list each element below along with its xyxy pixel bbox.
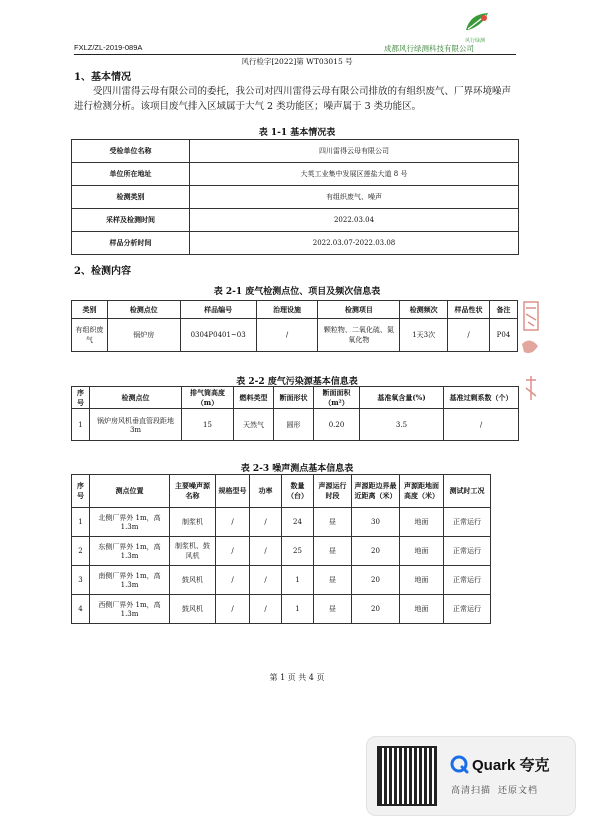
pollution-source-table xyxy=(71,386,519,441)
table-cell: / xyxy=(250,537,282,566)
table-cell: 正常运行 xyxy=(444,566,491,595)
table-cell: 30 xyxy=(352,508,400,537)
header-cell: 测试时工况 xyxy=(444,475,491,508)
table-cell: 3 xyxy=(72,566,90,595)
waste-gas-point-table xyxy=(71,300,518,352)
section2-heading: 2、检测内容 xyxy=(74,266,131,277)
header-cell: 功率 xyxy=(250,475,282,508)
header-cell: 测点位置 xyxy=(90,475,170,508)
table-cell: 1 xyxy=(282,566,314,595)
table-2-2-title: 表 2-2 废气污染源基本信息表 xyxy=(236,377,358,387)
noise-point-table xyxy=(71,474,491,624)
doc-code: FXLZ/ZL-2019-089A xyxy=(74,43,143,52)
seam-seal xyxy=(514,300,544,408)
table-cell: / xyxy=(250,566,282,595)
header-cell: 燃料类型 xyxy=(234,387,274,409)
table-cell: 正常运行 xyxy=(444,508,491,537)
header-cell: 检测点位 xyxy=(107,301,180,319)
table-cell: 3.5 xyxy=(360,409,444,441)
table-cell: / xyxy=(250,508,282,537)
table-cell: 1 xyxy=(282,595,314,624)
label-cell: 采样及检测时间 xyxy=(72,209,190,232)
table-cell: 地面 xyxy=(400,566,444,595)
table-cell: / xyxy=(216,508,250,537)
table-cell: / xyxy=(448,319,490,352)
table-cell: 20 xyxy=(352,537,400,566)
table-cell: 25 xyxy=(282,537,314,566)
qr-code-icon xyxy=(377,746,437,806)
table-cell: P04 xyxy=(489,319,517,352)
quark-brand: Quark 夸克 xyxy=(472,757,550,774)
header-cell: 规格型号 xyxy=(216,475,250,508)
table-cell: 地面 xyxy=(400,508,444,537)
header-cell: 基准过剩系数（个） xyxy=(444,387,519,409)
header-cell: 基准氧含量(%) xyxy=(360,387,444,409)
quark-tagline: 高清扫描 还原文档 xyxy=(451,785,539,795)
table-cell: 15 xyxy=(182,409,234,441)
table-cell: 锅炉房 xyxy=(107,319,180,352)
company-name: 成都风行绿测科技有限公司 xyxy=(384,44,474,53)
header-cell: 排气筒高度（m） xyxy=(182,387,234,409)
table-cell: 制浆机、鼓风机 xyxy=(170,537,216,566)
table-cell: 1天3次 xyxy=(400,319,448,352)
table-cell: 天然气 xyxy=(234,409,274,441)
quark-badge[interactable] xyxy=(366,736,576,816)
company-logo xyxy=(462,10,492,36)
header-cell: 治理设施 xyxy=(256,301,318,319)
table-cell: 鼓风机 xyxy=(170,566,216,595)
header-cell: 检测频次 xyxy=(400,301,448,319)
table-cell: 地面 xyxy=(400,595,444,624)
table-1-1-title: 表 1-1 基本情况表 xyxy=(258,128,336,138)
header-cell: 声源距边界最近距离（米） xyxy=(352,475,400,508)
table-cell: 圆形 xyxy=(274,409,314,441)
label-cell: 检测类别 xyxy=(72,186,190,209)
table-cell: / xyxy=(444,409,519,441)
table-cell: 昼 xyxy=(314,566,352,595)
header-cell: 检测点位 xyxy=(90,387,182,409)
header-cell: 数量（台） xyxy=(282,475,314,508)
page-number: 第 1 页 共 4 页 xyxy=(269,673,325,682)
table-cell: 北侧厂界外 1m，高 1.3m xyxy=(90,508,170,537)
table-cell: 昼 xyxy=(314,508,352,537)
header-cell: 样品编号 xyxy=(180,301,256,319)
section1-paragraph: 受四川雷得云母有限公司的委托，我公司对四川雷得云母有限公司排放的有组织废气、厂界环境噪声进行检测分析。该项目废气排入区域属于大气 2 类功能区；噪声属于 3 类功能区。 xyxy=(74,86,512,112)
table-cell: 鼓风机 xyxy=(170,595,216,624)
table-cell: / xyxy=(216,595,250,624)
value-cell: 2022.03.07-2022.03.08 xyxy=(190,232,519,255)
table-2-1-title: 表 2-1 废气检测点位、项目及频次信息表 xyxy=(213,287,381,297)
header-cell: 检测项目 xyxy=(318,301,400,319)
label-cell: 受检单位名称 xyxy=(72,140,190,163)
table-cell: 西侧厂界外 1m，高 1.3m xyxy=(90,595,170,624)
report-number: 风行检字[2022]第 WT03015 号 xyxy=(241,57,353,66)
table-cell: 南侧厂界外 1m，高 1.3m xyxy=(90,566,170,595)
table-cell: 2 xyxy=(72,537,90,566)
header-cell: 主要噪声源名称 xyxy=(170,475,216,508)
header-divider xyxy=(74,54,516,55)
header-cell: 断面面积（m²） xyxy=(314,387,360,409)
basic-info-table xyxy=(71,139,519,255)
table-cell: 4 xyxy=(72,595,90,624)
value-cell: 2022.03.04 xyxy=(190,209,519,232)
table-cell: 1 xyxy=(72,409,90,441)
value-cell: 有组织废气、噪声 xyxy=(190,186,519,209)
header-cell: 备注 xyxy=(489,301,517,319)
table-cell: 颗粒物、二氧化硫、氮氧化物 xyxy=(318,319,400,352)
table-cell: 昼 xyxy=(314,595,352,624)
header-cell: 声源距地面高度（米） xyxy=(400,475,444,508)
table-cell: 锅炉房风机垂直管段距地 3m xyxy=(90,409,182,441)
table-cell: 20 xyxy=(352,595,400,624)
table-2-3-title: 表 2-3 噪声测点基本信息表 xyxy=(240,464,354,474)
table-cell: 1 xyxy=(72,508,90,537)
table-cell: 24 xyxy=(282,508,314,537)
table-cell: 20 xyxy=(352,566,400,595)
header-cell: 声源运行时段 xyxy=(314,475,352,508)
table-cell: 制浆机 xyxy=(170,508,216,537)
table-cell: 正常运行 xyxy=(444,595,491,624)
table-cell: / xyxy=(250,595,282,624)
value-cell: 四川雷得云母有限公司 xyxy=(190,140,519,163)
table-cell: / xyxy=(216,566,250,595)
quark-logo-icon xyxy=(449,754,469,774)
table-cell: 昼 xyxy=(314,537,352,566)
label-cell: 样品分析时间 xyxy=(72,232,190,255)
value-cell: 大英工业集中发展区莲盐大道 8 号 xyxy=(190,163,519,186)
header-cell: 断面形状 xyxy=(274,387,314,409)
header-cell: 序号 xyxy=(72,387,90,409)
section1-heading: 1、基本情况 xyxy=(74,72,131,83)
table-cell: 0.20 xyxy=(314,409,360,441)
table-cell: 0304P0401~03 xyxy=(180,319,256,352)
table-cell: / xyxy=(256,319,318,352)
table-cell: 东侧厂界外 1m，高 1.3m xyxy=(90,537,170,566)
table-cell: 地面 xyxy=(400,537,444,566)
table-cell: / xyxy=(216,537,250,566)
header-cell: 序号 xyxy=(72,475,90,508)
table-cell: 正常运行 xyxy=(444,537,491,566)
header-cell: 类别 xyxy=(72,301,108,319)
logo-text: 风行绿测 xyxy=(465,38,486,44)
label-cell: 单位所在地址 xyxy=(72,163,190,186)
table-cell: 有组织废气 xyxy=(72,319,108,352)
header-cell: 样品性状 xyxy=(448,301,490,319)
